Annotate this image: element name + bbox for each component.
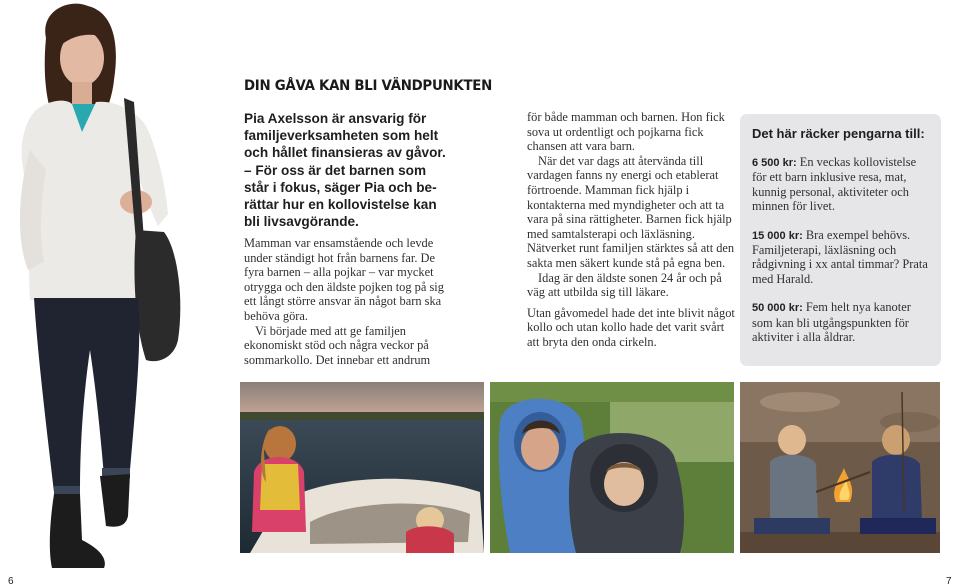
- donation-amount: 15 000 kr:: [752, 229, 803, 242]
- lead-line: familjeverksamheten som helt: [244, 128, 439, 144]
- donation-item: [752, 300, 931, 344]
- body-paragraph: Vi började med att ge familjen ekonomiskt stöd och några veckor på sommarkollo. Det innebar ett andrum: [244, 323, 431, 367]
- page-number-right: 7: [946, 576, 952, 587]
- body-paragraph: Mamman var ensamstående och levde under ständigt hot från barnens far. De fyra barnen – alla pojkar – var mycket otrygga och den äldste pojken tog på sig ett långt större ansvar än något barn ska behöva göra.: [244, 236, 444, 323]
- lead-line: står i fokus, säger Pia och be-: [244, 179, 437, 195]
- sleeping-bags-photo: [490, 382, 734, 553]
- section-heading: DIN GÅVA KAN BLI VÄNDPUNKTEN: [244, 78, 492, 94]
- donation-amount: 6 500 kr:: [752, 157, 797, 169]
- lead-paragraph: [244, 110, 459, 230]
- donation-item: [752, 228, 931, 287]
- donation-amount: 50 000 kr:: [752, 302, 803, 315]
- body-paragraph: När det var dags att återvända till vardagen fanns ny energi och etablerat förtroende. Mamman fick hjälp i kontakterna med myndigheter och att ta vara på sina rättigheter. Barnen fick hjälp med samtalsterapi och läxläsning. Nätverket runt familjen stärktes så att den sakta men säkert kunde stå på egna ben.: [527, 153, 735, 270]
- boat-lake-photo: [240, 382, 484, 553]
- campfire-photo: [740, 382, 940, 553]
- body-paragraph: Idag är den äldste sonen 24 år och på väg att utbilda sig till läkare.: [527, 270, 722, 300]
- lead-line: bli livsavgörande.: [244, 214, 359, 230]
- body-paragraph: Utan gåvomedel hade det inte blivit något kollo och utan kollo hade det varit svårt att bryta den onda cirkeln.: [527, 305, 735, 349]
- body-paragraph: för både mamman och barnen. Hon fick sova ut ordentligt och pojkarna fick chansen att vara barn.: [527, 110, 725, 154]
- body-column-1: [244, 236, 456, 367]
- body-column-2: [527, 110, 735, 350]
- donation-description: En veckas kollovistelse för ett barn inklusive resa, mat, kunnig personal, aktiviteter och minnen för livet.: [752, 155, 917, 214]
- donation-description: Fem helt nya kanoter som kan bli utgångspunkten för aktiviter i alla åldrar.: [752, 300, 911, 345]
- lead-line: och hållet finansieras av gåvor.: [244, 145, 446, 161]
- lead-line: rättar hur en kollovistelse kan: [244, 197, 437, 213]
- page-number-left: 6: [8, 576, 14, 587]
- info-box-title: Det här räcker pengarna till:: [752, 126, 925, 141]
- donation-item: [752, 155, 931, 214]
- donation-description: Bra exempel behövs. Familjeterapi, läxläsning och rådgivning i xx antal timmar? Prata med Harald.: [752, 227, 928, 286]
- donation-info-box: [740, 114, 941, 366]
- lead-line: Pia Axelsson är ansvarig för: [244, 111, 427, 126]
- person-photo: [8, 0, 188, 575]
- lead-line: – För oss är det barnen som: [244, 162, 427, 178]
